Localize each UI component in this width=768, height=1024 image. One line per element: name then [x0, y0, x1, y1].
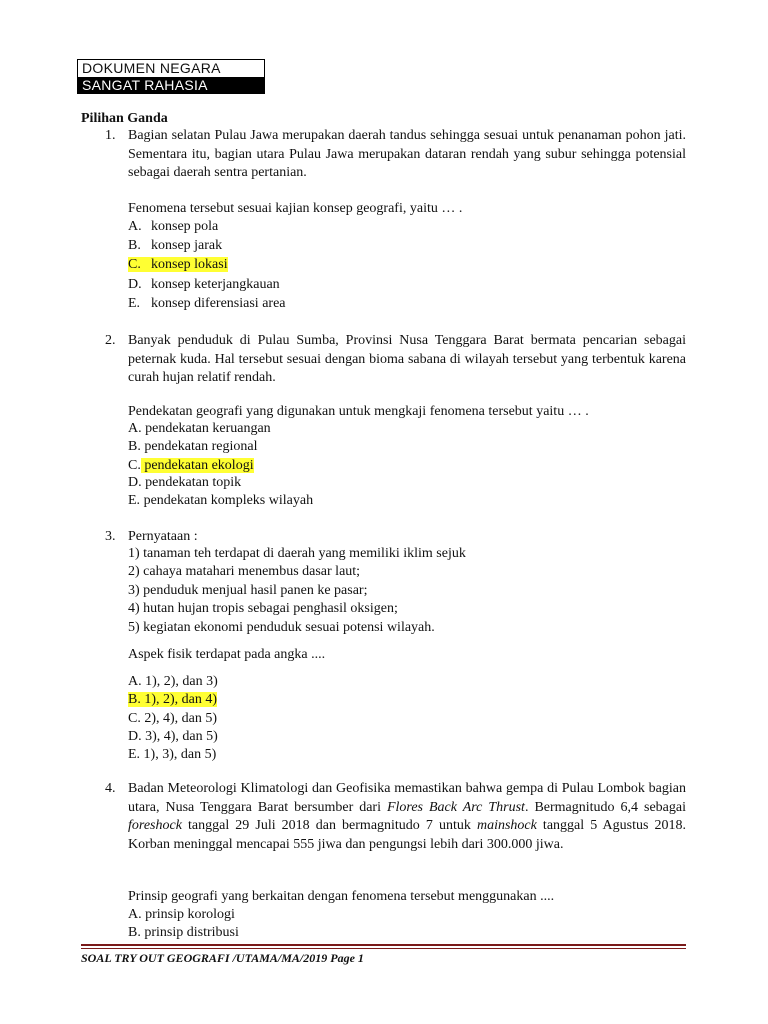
answer-option: A. pendekatan keruangan: [128, 421, 271, 436]
question-prompt: Pendekatan geografi yang digunakan untuk mengkaji fenomena tersebut yaitu … .: [128, 404, 589, 419]
statement-item: 4) hutan hujan tropis sebagai penghasil oksigen;: [128, 601, 398, 616]
question-prompt: Fenomena tersebut sesuai kajian konsep geografi, yaitu … .: [128, 201, 463, 216]
answer-option: E. pendekatan kompleks wilayah: [128, 493, 314, 508]
answer-option: A. konsep pola: [128, 219, 219, 234]
page-footer: SOAL TRY OUT GEOGRAFI /UTAMA/MA/2019 Page 1: [81, 951, 364, 965]
question-intro: Pernyataan :: [128, 529, 198, 544]
answer-option: B. pendekatan regional: [128, 439, 258, 454]
answer-option-highlighted: C. pendekatan ekologi: [128, 458, 254, 473]
classification-line-1: DOKUMEN NEGARA: [82, 60, 221, 76]
question-prompt: Aspek fisik terdapat pada angka ....: [128, 647, 326, 662]
question-text: Badan Meteorologi Klimatologi dan Geofisika memastikan bahwa gempa di Pulau Lombok bagian utara, Nusa Tenggara Barat bersumber dari Flores Back Arc Thrust. Bermagnitudo 6,4 sebagai foreshock tanggal 29 Juli 2018 dan bermagnitudo 7 untuk mainshock tanggal 5 Agustus 2018. Korban meninggal mencapai 555 jiwa dan pengungsi lebih dari 300.000 jiwa.: [128, 781, 686, 852]
answer-option: E. 1), 3), dan 5): [128, 747, 217, 762]
answer-option: D. pendekatan topik: [128, 475, 242, 490]
answer-option-highlighted: C. konsep lokasi: [128, 257, 228, 272]
question-prompt: Prinsip geografi yang berkaitan dengan fenomena tersebut menggunakan ....: [128, 889, 555, 904]
section-title: Pilihan Ganda: [81, 111, 168, 126]
question-number: 1.: [105, 128, 116, 143]
answer-option: B. konsep jarak: [128, 238, 223, 253]
answer-option: D. 3), 4), dan 5): [128, 729, 218, 744]
question-number: 4.: [105, 781, 116, 796]
question-text: Banyak penduduk di Pulau Sumba, Provinsi Nusa Tenggara Barat bermata pencarian sebagai peternak kuda. Hal tersebut sesuai dengan bioma sabana di wilayah tersebut yang terbentuk karena curah hujan relatif rendah.: [128, 333, 686, 385]
statement-item: 3) penduduk menjual hasil panen ke pasar;: [128, 583, 368, 598]
question-text: Bagian selatan Pulau Jawa merupakan daerah tandus sehingga sesuai untuk penanaman pohon jati. Sementara itu, bagian utara Pulau Jawa merupakan dataran rendah yang subur sehingga potensial sebagai daerah sentra pertanian.: [128, 128, 686, 180]
footer-rule-thin: [81, 948, 686, 949]
footer-rule: [81, 944, 686, 946]
answer-option: C. 2), 4), dan 5): [128, 711, 218, 726]
classification-box: [77, 59, 265, 94]
answer-option: E. konsep diferensiasi area: [128, 296, 286, 311]
question-number: 3.: [105, 529, 116, 544]
statement-item: 2) cahaya matahari menembus dasar laut;: [128, 564, 361, 579]
statement-item: 1) tanaman teh terdapat di daerah yang memiliki iklim sejuk: [128, 546, 466, 561]
question-number: 2.: [105, 333, 116, 348]
statement-item: 5) kegiatan ekonomi penduduk sesuai potensi wilayah.: [128, 620, 435, 635]
answer-option: D. konsep keterjangkauan: [128, 277, 280, 292]
answer-option: A. 1), 2), dan 3): [128, 674, 218, 689]
answer-option-highlighted: B. 1), 2), dan 4): [128, 692, 218, 707]
answer-option: B. prinsip distribusi: [128, 925, 239, 940]
answer-option: A. prinsip korologi: [128, 907, 235, 922]
classification-line-2: SANGAT RAHASIA: [78, 77, 264, 93]
